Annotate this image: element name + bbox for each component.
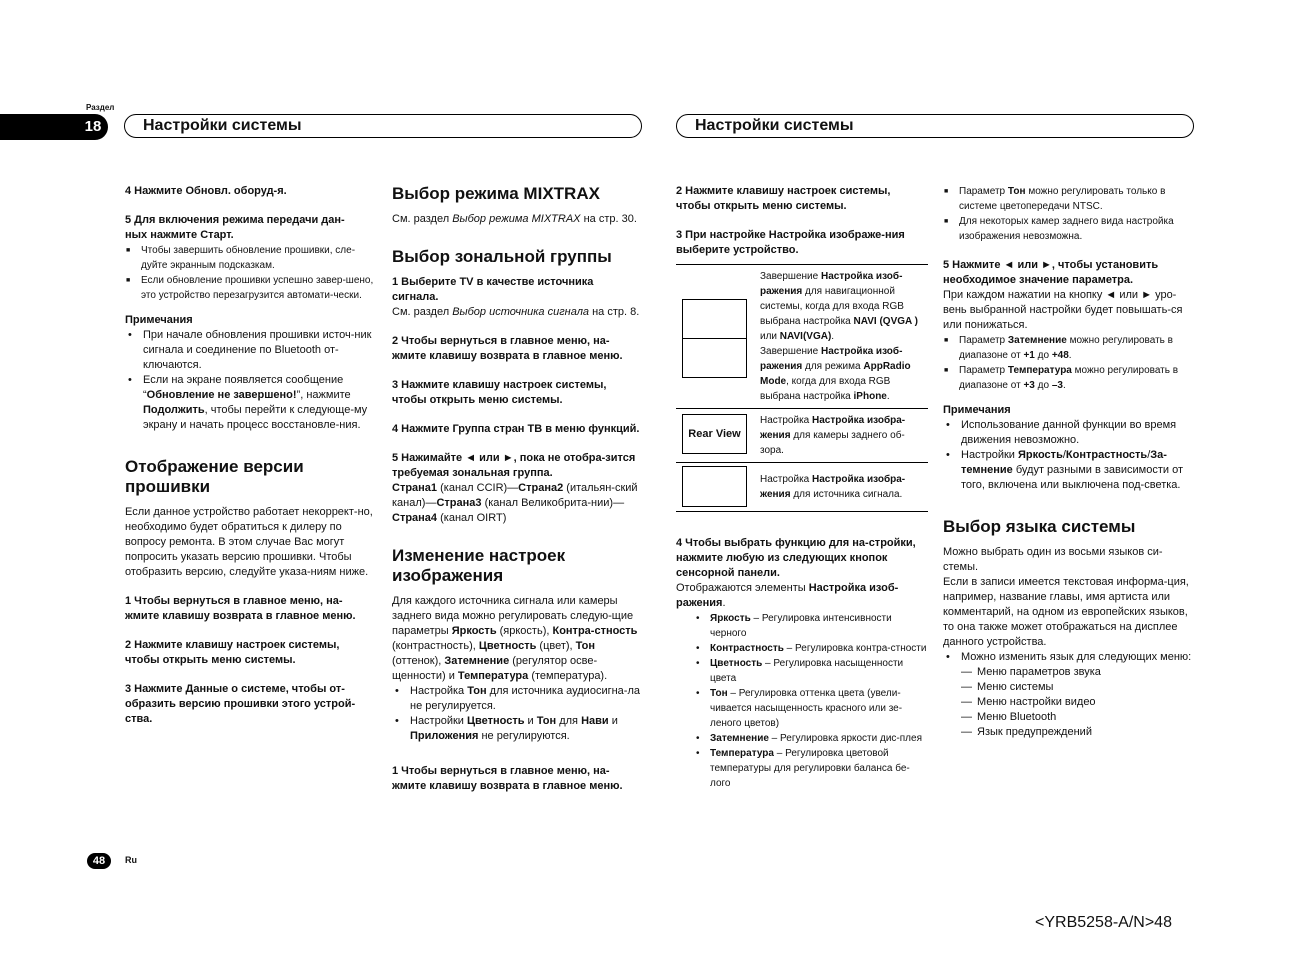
hint-item: ■ Параметр Температура можно регулировать в диапазоне от +3 до –3. [943, 363, 1193, 393]
image-note-item: • Настройка Тон для источника аудиосигна-ла не регулируется. [392, 684, 642, 714]
table-cell: Настройка Настройка изобра-жения для источника сигнала. [760, 474, 906, 500]
image-step-4-text: Отображаются элементы Настройка изоб-ражения. [676, 582, 899, 609]
note-item: • Если на экране появляется сообщение “Обновление не завершено!”, нажмите Подолжить, чтобы перейти к следующе-му экрану и начать процесс восстановле-ния. [125, 373, 375, 433]
column-3 [676, 184, 928, 791]
zone-step-4: 4 Нажмите Группа стран ТВ в меню функций. [392, 423, 640, 435]
range-hint-list [943, 333, 1193, 393]
menu-item: — Меню Bluetooth [943, 710, 1193, 725]
image-step-5: 5 Нажмите ◄ или ►, чтобы установить необходимое значение параметра. [943, 259, 1159, 286]
table-row [676, 463, 928, 512]
step-5: 5 Для включения режима передачи дан- ных нажмите Старт. [125, 214, 345, 241]
source-screen-icon [682, 466, 747, 507]
image-notes [392, 684, 642, 744]
note-item: • При начале обновления прошивки источ-ник сигнала и соединение по Bluetooth от-ключаются. [125, 328, 375, 373]
notes-title: Примечания [943, 404, 1011, 416]
table-cell: Завершение Настройка изоб-ражения для навигационной системы, когда для входа RGB выбрана настройка NAVI (QVGA ) или NAVI(VGA). Завершение Настройка изоб-ражения для режима AppRadio Mode, когда для входа RGB выбрана настройка iPhone. [760, 271, 918, 402]
zone-ref: См. раздел Выбор источника сигнала на стр. 8. [392, 306, 640, 318]
menu-item: — Меню настройки видео [943, 695, 1193, 710]
firmware-step-3: 3 Нажмите Данные о системе, чтобы от-образить версию прошивки этого устрой-ства. [125, 683, 356, 725]
language-list [943, 650, 1193, 665]
heading-language: Выбор языка системы [943, 517, 1136, 536]
menu-item: — Язык предупреждений [943, 725, 1193, 740]
document-code: <YRB5258-A/N>48 [1035, 914, 1172, 931]
function-item: • Цветность – Регулировка насыщенности цвета [676, 656, 928, 686]
function-item: • Затемнение – Регулировка яркости дис-плея [676, 731, 928, 746]
zone-step-2: 2 Чтобы вернуться в главное меню, на-жмите клавишу возврата в главное меню. [392, 335, 623, 362]
function-list [676, 611, 928, 791]
table-icon-cell [676, 463, 760, 511]
step-4: 4 Нажмите Обновл. оборуд-я. [125, 185, 287, 197]
image-step-2: 2 Нажмите клавишу настроек системы, чтобы открыть меню системы. [676, 185, 891, 212]
notes-list [125, 328, 375, 433]
language-paragraph-1: Можно выбрать один из восьми языков си-стемы. [943, 546, 1163, 573]
hint-item: ■ Для некоторых камер заднего вида настройка изображения невозможна. [943, 214, 1193, 244]
section-number: 18 [84, 118, 102, 135]
image-step-1: 1 Чтобы вернуться в главное меню, на-жмите клавишу возврата в главное меню. [392, 765, 623, 792]
table-row [676, 265, 928, 409]
note-item: • Настройки Яркость/Контрастность/За-темнение будут разными в зависимости от того, включена или выключена под-светка. [943, 448, 1193, 493]
heading-image-settings: Изменение настроек изображения [392, 546, 566, 585]
menu-list [943, 665, 1193, 740]
note-item: • Использование данной функции во время движения невозможно. [943, 418, 1193, 448]
hint-item: ■ Если обновление прошивки успешно завер-шено, это устройство перезагрузится автомати-чески. [125, 273, 375, 303]
menu-item: — Меню системы [943, 680, 1193, 695]
hint-list [125, 243, 375, 303]
image-step-4: 4 Чтобы выбрать функцию для на-стройки, нажмите любую из следующих кнопок сенсорной панели. [676, 537, 916, 579]
language-note: • Можно изменить язык для следующих меню: [943, 650, 1193, 665]
image-hint-list [943, 184, 1193, 244]
image-note-item: • Настройки Цветность и Тон для Нави и Приложения не регулируются. [392, 714, 642, 744]
image-step-3: 3 При настройке Настройка изображе-ния выберите устройство. [676, 229, 905, 256]
table-icon-cell [676, 265, 760, 408]
section-label: Раздел [86, 103, 115, 112]
device-table [676, 264, 928, 512]
firmware-step-1: 1 Чтобы вернуться в главное меню, на-жмите клавишу возврата в главное меню. [125, 595, 356, 622]
hint-item: ■ Параметр Тон можно регулировать только в системе цветопередачи NTSC. [943, 184, 1193, 214]
table-icon-cell [676, 409, 760, 462]
zone-step-5: 5 Нажимайте ◄ или ►, пока не отобра-зится требуемая зональная группа. [392, 452, 636, 479]
column-4 [943, 184, 1193, 740]
heading-zone-group: Выбор зональной группы [392, 247, 612, 266]
rear-view-button-icon: Rear View [682, 414, 747, 454]
page-number: 48 [87, 853, 111, 869]
notes-list [943, 418, 1193, 493]
heading-firmware: Отображение версии прошивки [125, 457, 304, 496]
right-page-title: Настройки системы [676, 114, 1194, 138]
function-item: • Температура – Регулировка цветовой температуры для регулировки баланса бе-лого [676, 746, 928, 791]
heading-mixtrax: Выбор режима MIXTRAX [392, 184, 600, 203]
notes-title: Примечания [125, 314, 193, 326]
column-2 [392, 184, 642, 794]
table-cell: Настройка Настройка изобра-жения для камеры заднего об-зора. [760, 415, 906, 456]
image-step-5-text: При каждом нажатии на кнопку ◄ или ► уро-вень выбранной настройки будет повышать-ся или понижаться. [943, 289, 1183, 331]
hint-item: ■ Параметр Затемнение можно регулировать в диапазоне от +1 до +48. [943, 333, 1193, 363]
mixtrax-ref: См. раздел Выбор режима MIXTRAX на стр. 30. [392, 213, 637, 225]
zone-countries: Страна1 (канал CCIR)—Страна2 (итальян-ский канал)—Страна3 (канал Великобрита-нии)—Страна4 (канал OIRT) [392, 482, 638, 524]
firmware-step-2: 2 Нажмите клавишу настроек системы, чтобы открыть меню системы. [125, 639, 340, 666]
language-paragraph-2: Если в записи имеется текстовая информа-ция, например, название главы, имя артиста или комментарий, на одном из европейских языков, то она также может отображаться на дисплее данного устройства. [943, 576, 1189, 648]
image-paragraph: Для каждого источника сигнала или камеры заднего вида можно регулировать следую-щие параметры Яркость (яркость), Контра-стность (контрастность), Цветность (цвет), Тон (оттенок), Затемнение (регулятор осве-щенности) и Температура (температура). [392, 595, 638, 682]
navi-screen-icon [682, 299, 747, 339]
column-1 [125, 184, 375, 727]
function-item: • Контрастность – Регулировка контра-стности [676, 641, 928, 656]
hint-item: ■ Чтобы завершить обновление прошивки, сле-дуйте экранным подсказкам. [125, 243, 375, 273]
language-code: Ru [125, 855, 137, 865]
menu-item: — Меню параметров звука [943, 665, 1193, 680]
firmware-paragraph: Если данное устройство работает некоррект-но, необходимо будет обратиться к дилеру по вопросу ремонта. В этом случае Вас могут попросить указать версию прошивки. Чтобы отобразить версию, следуйте указа-ниям ниже. [125, 506, 373, 578]
appradio-screen-icon [682, 338, 747, 378]
table-row [676, 409, 928, 463]
function-item: • Тон – Регулировка оттенка цвета (увели-чивается насыщенность красного или зе-леного цветов) [676, 686, 928, 731]
zone-step-3: 3 Нажмите клавишу настроек системы, чтобы открыть меню системы. [392, 379, 607, 406]
function-item: • Яркость – Регулировка интенсивности черного [676, 611, 928, 641]
left-page-title: Настройки системы [124, 114, 642, 138]
zone-step-1: 1 Выберите TV в качестве источника сигнала. [392, 276, 594, 303]
